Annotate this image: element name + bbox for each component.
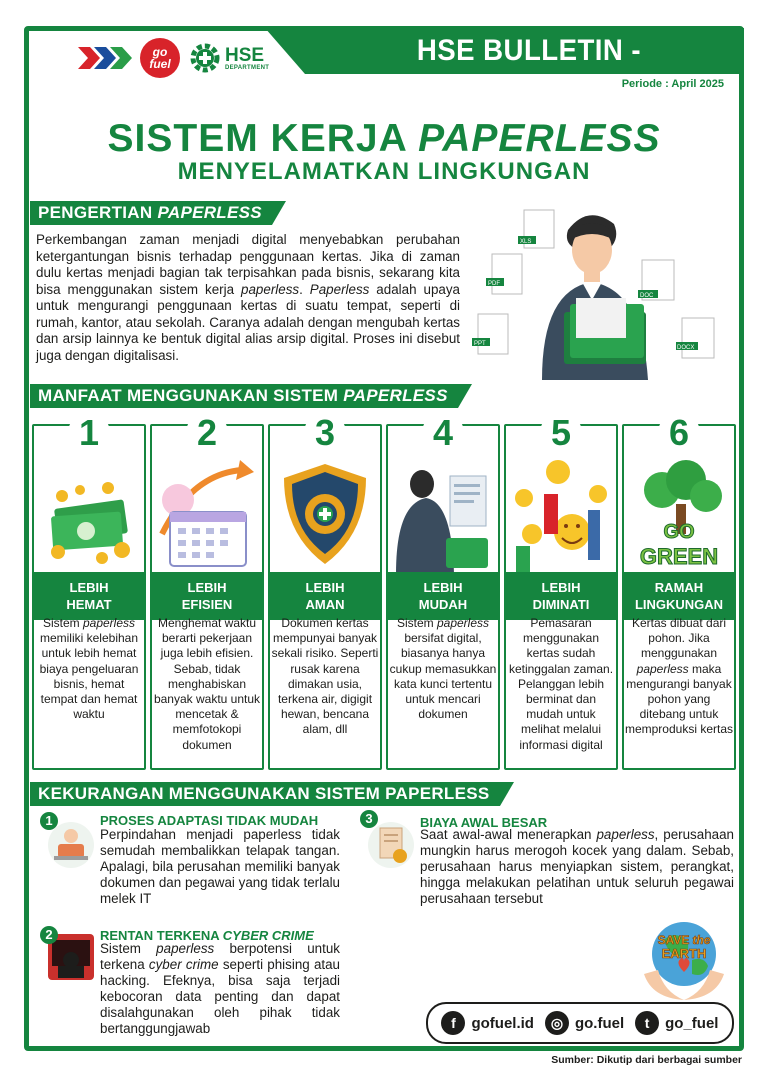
file-label-ppt: PPT [474,341,486,347]
benefit-title-line2: MUDAH [418,597,468,612]
benefit-number: 3 [304,412,346,454]
period-label: Periode : April 2025 [621,78,724,90]
drawback-text-a: Perpindahan menjadi paperless tidak semudah membalikkan telapak tangan. Apalagi, bila perusahan memiliki banyak dokumen dan pegawai yang tidak terlalu melek IT [100,827,340,906]
drawback-1-illustration [48,822,94,868]
main-title-prefix: SISTEM KERJA [107,117,407,160]
main-title-emph: PAPERLESS [418,117,661,160]
svg-text:SAVEthe [658,933,711,947]
stressed-person-icon [48,822,94,868]
hse-logo-text: HSE [225,44,265,66]
bulletin-title: HSE BULLETIN - ENVIRONMENT [416,34,642,103]
benefit-description [34,616,144,722]
social-web[interactable] [441,1011,534,1035]
benefit-desc-emph: paperless [636,661,689,676]
go-green-word2: GREEN [639,544,719,569]
file-xls-icon [518,210,554,248]
drawback-text [100,827,340,907]
benefit-title-line2: LINGKUNGAN [634,597,724,612]
main-title [0,118,768,160]
benefit-title-line2: DIMINATI [532,597,590,612]
gofuel-logo-line1: go [152,45,168,59]
benefit-number: 6 [658,412,700,454]
benefit-number: 4 [422,412,464,454]
social-links-bar [426,1002,734,1044]
header-notch [265,28,305,74]
benefit-title-line2: AMAN [305,597,345,612]
drawback-text [420,827,734,907]
drawback-text-c: seperti phising atau hacking. Efeknya, bisa saja terjadi kebocoran data penting dan dapat disalahgunakan oleh pihak tidak bertanggungjawab [100,957,341,1036]
benefit-desc-emph: paperless [436,616,490,630]
gear-cross-icon [188,41,222,75]
hse-logo-sub: DEPARTMENT [225,64,270,71]
pertamina-arrows-icon [78,43,132,73]
save-earth-line3: EARTH [661,946,707,961]
drawback-title-text: RENTAN TERKENA [100,928,223,943]
drawback-number: 1 [40,812,58,830]
person-documents-illustration [392,454,494,574]
benefit-title-line2: HEMAT [66,597,112,612]
benefit-desc-a: Kertas dibuat dari pohon. Jika menggunakan [631,616,727,661]
benefit-number: 2 [186,412,228,454]
go-green-tree-illustration [628,454,730,574]
definition-p2-emph: Paperless [309,281,370,297]
shield-gear-illustration [274,454,376,574]
drawbacks-heading: KEKURANGAN MENGGUNAKAN SISTEM PAPERLESS [30,782,500,806]
social-instagram-label: go.fuel [574,1014,625,1032]
benefit-desc-a: Pemasaran menggunakan kertas sudah ketinggalan zaman. Pelanggan lebih berminat dan mudah untuk melihat melalui informasi digital [508,616,614,752]
benefit-card-2 [150,412,264,770]
drawback-title [100,813,318,828]
benefit-title [32,572,146,620]
social-web-label: gofuel.id [471,1014,534,1032]
definition-heading [30,201,272,225]
benefit-card-6 [622,412,736,770]
drawback-title-text: BIAYA AWAL BESAR [420,815,548,830]
benefit-title-line1: LEBIH [423,580,463,595]
benefit-desc-b: bersifat digital, biasanya hanya cukup memasukkan kata kunci tertentu untuk mencari dokumen [389,631,497,722]
drawback-3-illustration [368,822,414,868]
definition-p2: adalah upaya untuk mengurangi penggunaan kertas di suatu tempat, seperti di rumah, kantor, atau sekolah. Caranya adalah dengan mengubah kertas dan arsip lainnya ke bentuk digital alias arsip digital. Proses ini disebut juga dengan digitalisasi. [36,281,460,363]
definition-heading-emph: PAPERLESS [157,203,262,222]
save-earth-line2: the [692,933,711,947]
file-label-docx: DOCX [677,345,695,351]
file-ppt-icon [472,314,508,354]
benefit-title-line1: RAMAH [654,580,704,595]
benefit-desc-emph: paperless [82,616,136,630]
facebook-icon: f [441,1011,465,1035]
benefit-card-5 [504,412,618,770]
drawback-text-emph1: paperless [156,941,215,956]
drawback-number: 2 [40,926,58,944]
benefit-card-1 [32,412,146,770]
benefit-card-4 [386,412,500,770]
file-docx-icon [676,318,714,358]
benefit-title-line1: LEBIH [69,580,109,595]
happy-emoji-crowd-illustration [510,454,612,574]
benefit-title [504,572,618,620]
benefit-desc-b: memiliki kelebihan untuk lebih hemat biaya pengeluaran bisnis, hemat tempat dan hemat waktu [39,631,139,722]
benefit-description [152,616,262,753]
twitter-icon: t [635,1011,659,1035]
benefits-heading [30,384,458,408]
hse-logo [188,41,269,75]
social-twitter-label: go_fuel [665,1014,719,1032]
drawback-text [100,941,340,1037]
benefit-title-line1: LEBIH [187,580,227,595]
file-doc-icon [638,260,674,300]
definition-p1-end: . [299,281,303,297]
drawback-text-b: , perusahaan mungkin harus merogoh kocek yang dalam. Sebab, perusahaan harus menyiapkan sistem, perangkat, hingga melakukan pelatihan untuk seluruh pegawai perusahaan tersebut [420,827,734,906]
benefit-number: 5 [540,412,582,454]
drawback-text-a: Sistem [100,941,157,956]
benefit-title [150,572,264,620]
benefit-title-line2: EFISIEN [181,597,233,612]
benefits-heading-emph: PAPERLESS [343,386,448,405]
drawback-text-emph1: paperless [596,827,655,842]
benefit-description [388,616,498,722]
benefits-heading-prefix: MANFAAT MENGGUNAKAN SISTEM [38,386,339,405]
gofuel-logo [140,38,180,78]
drawback-title-emph: CYBER CRIME [222,928,314,943]
benefit-title-line1: LEBIH [541,580,581,595]
drawback-text-a: Saat awal-awal menerapkan [420,827,597,842]
save-the-earth-illustration [634,914,734,1004]
source-note: Sumber: Dikutip dari berbagai sumber [551,1054,742,1066]
benefit-number: 1 [68,412,110,454]
benefit-desc-a: Menghemat waktu berarti pekerjaan juga lebih efisien. Sebab, tidak menghabiskan banyak waktu untuk mencetak & memfotokopi dokumen [153,616,261,752]
benefit-title [622,572,736,620]
file-label-pdf: PDF [488,281,500,287]
benefit-title-line1: LEBIH [305,580,345,595]
drawback-text-emph2: cyber crime [148,957,219,972]
benefit-description [624,616,734,738]
drawback-title-text: PROSES ADAPTASI TIDAK MUDAH [100,813,319,828]
file-label-xls: XLS [520,239,532,245]
calendar-growth-illustration [156,454,258,574]
save-earth-line1: SAVE [657,933,690,947]
definition-p1-emph: paperless [241,281,300,297]
file-pdf-icon [486,254,522,294]
social-instagram[interactable] [545,1011,624,1035]
benefit-desc-a: Sistem [42,616,83,630]
social-twitter[interactable] [635,1011,718,1035]
benefit-desc-a: Dokumen kertas mempunyai banyak sekali risiko. Seperti rusak karena dimakan usia, terkena air, digigit hewan, bencana alam, dll [271,616,379,737]
definition-p1: Perkembangan zaman menjadi digital menyebabkan perubahan ketergantungan bisnis terhadap penggunaan kertas. Jika di zaman dulu kertas menjadi bagian tak terpisahkan pada bisnis, sekarang kita bisa menggunakan sistem kerja [36,232,460,297]
benefit-title [268,572,382,620]
invoice-cost-icon [368,822,414,868]
money-coins-illustration [38,454,140,574]
instagram-icon: ◎ [545,1011,569,1035]
drawback-text-b: berpotensi untuk terkena [100,941,340,972]
benefit-description [270,616,380,738]
go-green-word1: GO [663,521,695,543]
sub-title: MENYELAMATKAN LINGKUNGAN [177,158,591,185]
definition-heading-prefix: PENGERTIAN [38,203,153,222]
logo-group [78,38,269,78]
benefit-title [386,572,500,620]
benefit-desc-b: maka mengurangi banyak pohon yang ditebang untuk memproduksi kertas [624,661,734,737]
benefit-description [506,616,616,753]
file-label-doc: DOC [640,293,654,299]
drawback-number: 3 [360,810,378,828]
person-with-folders-illustration [472,200,722,380]
benefit-card-3 [268,412,382,770]
benefit-desc-a: Sistem [396,616,437,630]
definition-text [36,232,460,364]
gofuel-logo-line2: fuel [149,57,171,71]
